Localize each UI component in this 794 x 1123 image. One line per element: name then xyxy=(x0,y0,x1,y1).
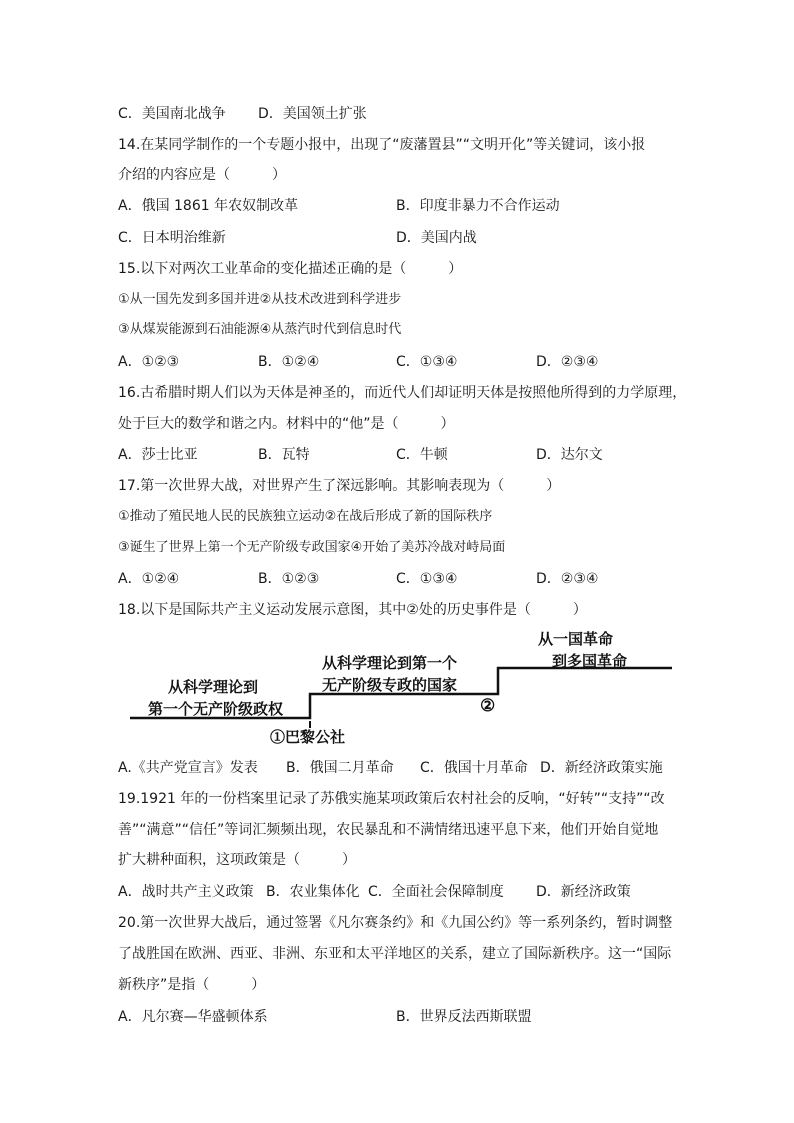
q16-option-d: D．达尔文 xyxy=(536,447,603,463)
q17-option-c: C．①③④ xyxy=(396,571,458,587)
q18-option-d: D．新经济政策实施 xyxy=(540,760,663,776)
q19-option-d: D．新经济政策 xyxy=(536,884,631,900)
q18-option-c: C．俄国十月革命 xyxy=(420,760,528,776)
q20-stem-line-2: 了战胜国在欧洲、西亚、非洲、东亚和太平洋地区的关系，建立了国际新秩序。这一“国际 xyxy=(118,946,672,962)
q15-option-d: D．②③④ xyxy=(536,354,599,370)
q18-option-b: B．俄国二月革命 xyxy=(286,760,394,776)
q14-option-b: B．印度非暴力不合作运动 xyxy=(396,198,560,214)
q19-stem-line-2: 善”“满意”“信任”等词汇频频出现，农民暴乱和不满情绪迅速平息下来，他们开始自觉地 xyxy=(118,822,659,838)
q18-option-a: A.《共产党宣言》发表 xyxy=(118,760,258,776)
q14-option-c: C．日本明治维新 xyxy=(118,230,226,246)
communist-movement-step-diagram xyxy=(128,628,676,750)
q17-option-d: D．②③④ xyxy=(536,571,599,587)
q16-option-a: A．莎士比亚 xyxy=(118,447,198,463)
q15-stem: 15.以下对两次工业革命的变化描述正确的是（ ） xyxy=(118,261,463,277)
q15-statement-line-2: ③从煤炭能源到石油能源④从蒸汽时代到信息时代 xyxy=(118,322,402,337)
q17-option-a: A．①②④ xyxy=(118,571,180,587)
q20-option-b: B．世界反法西斯联盟 xyxy=(396,1009,532,1025)
q16-stem-line-2: 处于巨大的数学和谐之内。材料中的“他”是（ ） xyxy=(118,416,455,432)
q20-option-a: A．凡尔赛—华盛顿体系 xyxy=(118,1009,268,1025)
q15-option-c: C．①③④ xyxy=(396,354,458,370)
step2-line-1: 从科学理论到第一个 xyxy=(322,654,458,672)
q16-option-b: B．瓦特 xyxy=(258,447,310,463)
q16-option-c: C．牛顿 xyxy=(396,447,448,463)
q16-stem-line-1: 16.古希腊时期人们以为天体是神圣的，而近代人们却证明天体是按照他所得到的力学原理， xyxy=(118,385,687,401)
q19-stem-line-3: 扩大耕种面积，这项政策是（ ） xyxy=(118,852,356,868)
step3-line-1: 从一国革命 xyxy=(538,630,614,648)
q17-stem: 17.第一次世界大战，对世界产生了深远影响。其影响表现为（ ） xyxy=(118,478,561,494)
marker-2: ② xyxy=(480,696,496,716)
q13-option-c: C．美国南北战争 xyxy=(118,106,226,122)
step1-line-1: 从科学理论到 xyxy=(168,678,259,696)
q17-statement-line-2: ③诞生了世界上第一个无产阶级专政国家④开始了美苏冷战对峙局面 xyxy=(118,540,506,555)
q19-option-b: B．农业集体化 xyxy=(266,884,360,900)
q17-option-b: B．①②③ xyxy=(258,571,320,587)
q14-stem-line-1: 14.在某同学制作的一个专题小报中，出现了“废藩置县”“文明开化”等关键词，该小报 xyxy=(118,137,646,153)
step1-line-2: 第一个无产阶级政权 xyxy=(148,700,284,718)
q15-statement-line-1: ①从一国先发到多国并进②从技术改进到科学进步 xyxy=(118,292,402,307)
step2-line-2: 无产阶级专政的国家 xyxy=(322,676,458,694)
q19-option-a: A．战时共产主义政策 xyxy=(118,884,254,900)
q19-option-c: C．全面社会保障制度 xyxy=(368,884,504,900)
q20-stem-line-1: 20.第一次世界大战后，通过签署《凡尔赛条约》和《九国公约》等一系列条约，暂时调整 xyxy=(118,915,673,931)
q19-stem-line-1: 19.1921 年的一份档案里记录了苏俄实施某项政策后农村社会的反响，“好转”“支持”“改 xyxy=(118,791,665,807)
q15-option-a: A．①②③ xyxy=(118,354,180,370)
marker-1-paris-commune: ①巴黎公社 xyxy=(270,728,346,746)
q20-stem-line-3: 新秩序”是指（ ） xyxy=(118,977,266,993)
q17-statement-line-1: ①推动了殖民地人民的民族独立运动②在战后形成了新的国际秩序 xyxy=(118,509,493,524)
q14-option-a: A．俄国 1861 年农奴制改革 xyxy=(118,198,299,214)
q13-option-d: D．美国领土扩张 xyxy=(258,106,367,122)
q14-option-d: D．美国内战 xyxy=(396,230,477,246)
q15-option-b: B．①②④ xyxy=(258,354,320,370)
step3-line-2: 到多国革命 xyxy=(552,652,628,670)
q18-stem: 18.以下是国际共产主义运动发展示意图，其中②处的历史事件是（ ） xyxy=(118,602,587,618)
q14-stem-line-2: 介绍的内容应是（ ） xyxy=(118,167,286,183)
